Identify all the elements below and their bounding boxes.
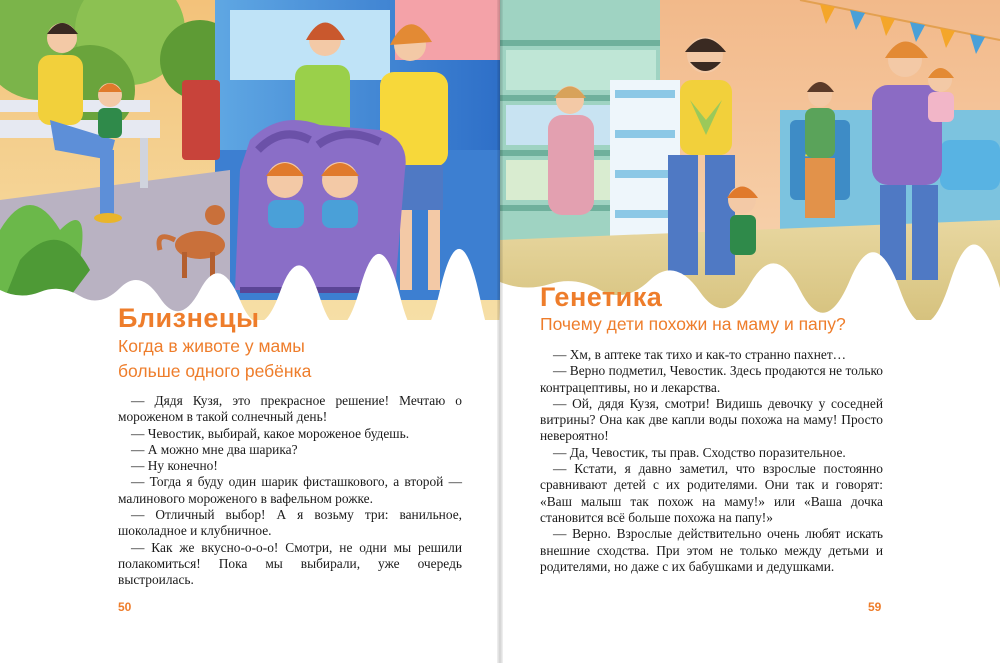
subtitle-line: Почему дети похожи на маму и папу? [540,314,846,334]
dialogue-paragraph: — Хм, в аптеке так тихо и как-то странно пахнет… [553,347,847,362]
subtitle-line: больше одного ребёнка [118,361,312,381]
park-ice-cream-illustration [0,0,500,320]
dialogue-paragraph: — Отличный выбор! А я возьму три: ванильное, шоколадное и клубничное. [118,507,462,539]
chapter-subtitle [118,334,478,384]
chapter-subtitle [540,312,980,337]
dialogue-paragraph: — Ой, дядя Кузя, смотри! Видишь девочку у соседней витрины? Она как две капли воды похожа на маму! Просто невероятно! [540,395,883,444]
subtitle-line: Когда в животе у мамы [118,336,305,356]
chapter-title: Генетика [540,282,663,312]
dialogue-paragraph: — Да, Чевостик, ты прав. Сходство поразительное. [553,444,846,460]
pharmacy-illustration [500,0,1000,320]
dialogue-paragraph: — Кстати, я давно заметил, что взрослые постоянно сравнивают детей с их родителями. Они так и говорят: «Ваш малыш так похож на маму!» или «Ваша дочка становится всё больше похожа на папу!» [540,461,883,525]
chapter-title: Близнецы [118,303,260,333]
page-number: 50 [118,600,132,614]
dialogue-paragraph: — Ну конечно! [131,458,218,474]
dialogue-paragraph: — Дядя Кузя, это прекрасное решение! Мечтаю о мороженом в такой солнечный день! [118,393,462,425]
dialogue-paragraph: — А можно мне два шарика? [131,441,298,457]
story-text [118,393,462,589]
right-page [500,0,1000,663]
book-spine [497,0,503,663]
dialogue-paragraph: — Чевостик, выбирай, какое мороженое будешь. [131,425,410,441]
dialogue-paragraph: — Как же вкусно-о-о-о! Смотри, не одни мы решили полакомиться! Пока мы выбирали, уже очередь выстроилась. [118,539,462,588]
page-number: 59 [868,600,882,614]
dialogue-paragraph: — Верно. Взрослые действительно очень любят искать внешние сходства. При этом не только между детьми и родителями, но даже с их бабушками и дедушками. [540,526,883,574]
story-text [540,347,883,575]
dialogue-paragraph: — Тогда я буду один шарик фисташкового, а второй — малинового мороженого в вафельном рожке. [118,474,462,506]
dialogue-paragraph: — Верно подметил, Чевостик. Здесь продаются не только контрацептивы, но и лекарства. [540,363,883,395]
